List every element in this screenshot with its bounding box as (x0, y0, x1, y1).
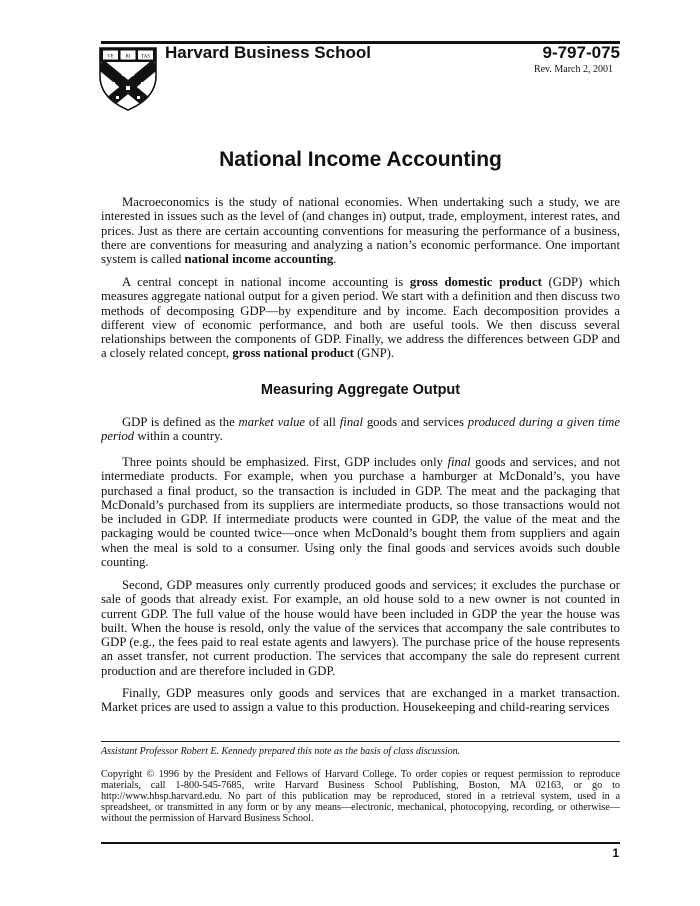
italic-term: produced during a given time period (101, 415, 620, 444)
italic-term: final (447, 455, 471, 469)
italic-term: market value (238, 415, 306, 429)
text-run: within a country. (134, 429, 223, 444)
harvard-shield-logo (98, 46, 158, 112)
bold-term: gross domestic product (409, 275, 542, 289)
logo-book-1: VE (107, 54, 114, 60)
text-run: A central concept in national income accounting is (122, 275, 410, 289)
bold-term: national income accounting (184, 252, 334, 267)
page-title: National Income Accounting (219, 148, 502, 171)
section-paragraph-1 (101, 415, 620, 444)
text-run: (GDP) which measures aggregate national output for a given period. We start with a definition and then discuss two methods of decomposing GDP—by expenditure and by income. Each decomposition provides a different view of economic performance, and both are useful tools. We then discuss several relationships between the components of GDP. Finally, we address the differences between GDP and a closely related concept, (101, 275, 620, 361)
text-run: (GNP). (353, 346, 395, 361)
text-run: Finally, GDP measures only goods and services that are exchanged in a market transaction. Market prices are used to assign a value to this production. Housekeeping and child-rearing services (101, 686, 620, 715)
intro-paragraph-2 (101, 275, 620, 361)
bold-term: gross national product (232, 346, 354, 361)
text-run: goods and services (363, 415, 468, 429)
logo-book-3: TAS (140, 54, 151, 60)
text-run: Three points should be emphasized. First, GDP includes only (122, 455, 448, 469)
document-number: 9-797-075 (542, 43, 620, 62)
section-paragraph-4 (101, 686, 620, 715)
text-run: Macroeconomics is the study of national economies. When undertaking such a study, we are interested in issues such as the level of (and changes in) output, trade, employment, interest rates, and prices. Just as there are certain accounting conventions for measuring the performance of a business, there are conventions for measuring and analyzing a nation’s economic performance. One important system is called (101, 195, 620, 267)
text-run: of all (305, 415, 340, 429)
page-number: 1 (612, 846, 619, 860)
italic-term: final (339, 415, 364, 429)
text-run: goods and services, and not intermediate products. For example, when you purchase a hamburger at McDonald’s, you have purchased a final product, so the transaction is included in GDP. The meat and the packaging that McDonald’s purchased from its suppliers are intermediate products, so those transactions would not be included in GDP. If intermediate products were counted in GDP, the value of the meat and the packaging would be counted twice—once when McDonald’s bought them from suppliers and again when the meal is sold to a consumer. Using only the final goods and services avoids such double counting. (101, 455, 620, 570)
intro-paragraph-1 (101, 195, 620, 266)
logo-book-2: RI (125, 54, 131, 60)
section-heading: Measuring Aggregate Output (260, 382, 461, 398)
section-paragraph-3 (101, 578, 620, 678)
footer-rule (101, 842, 620, 844)
section-paragraph-2 (101, 455, 620, 569)
text-run: GDP is defined as the (122, 415, 239, 429)
school-name: Harvard Business School (165, 43, 371, 62)
text-run: Second, GDP measures only currently produced goods and services; it excludes the purchase or sale of goods that already exist. For example, an old house sold to a new owner is not counted in current GDP. The full value of the house would have been included in GDP the year the house was built. When the house is resold, only the value of the services that accompany the sale contributes to GDP (e.g., the fees paid to real estate agents and lawyers). The purchase price of the house represents an asset transfer, not current production. The services that accompany the sale do represent current production and are therefore included in GDP. (101, 578, 620, 678)
text-run: . (333, 252, 337, 267)
author-footnote: Assistant Professor Robert E. Kennedy prepared this note as the basis of class discussion. (101, 746, 461, 757)
copyright-notice: Copyright © 1996 by the President and Fellows of Harvard College. To order copies or request permission to reproduce materials, call 1-800-545-7685, write Harvard Business School Publishing, Boston, MA 02163, or go to http://www.hbsp.harvard.edu. No part of this publication may be reproduced, stored in a retrieval system, used in a spreadsheet, or transmitted in any form or by any means—electronic, mechanical, photocopying, recording, or otherwise—without the permission of Harvard Business School. (101, 769, 620, 824)
revision-date: Rev. March 2, 2001 (533, 64, 613, 75)
footnote-rule (101, 741, 620, 742)
